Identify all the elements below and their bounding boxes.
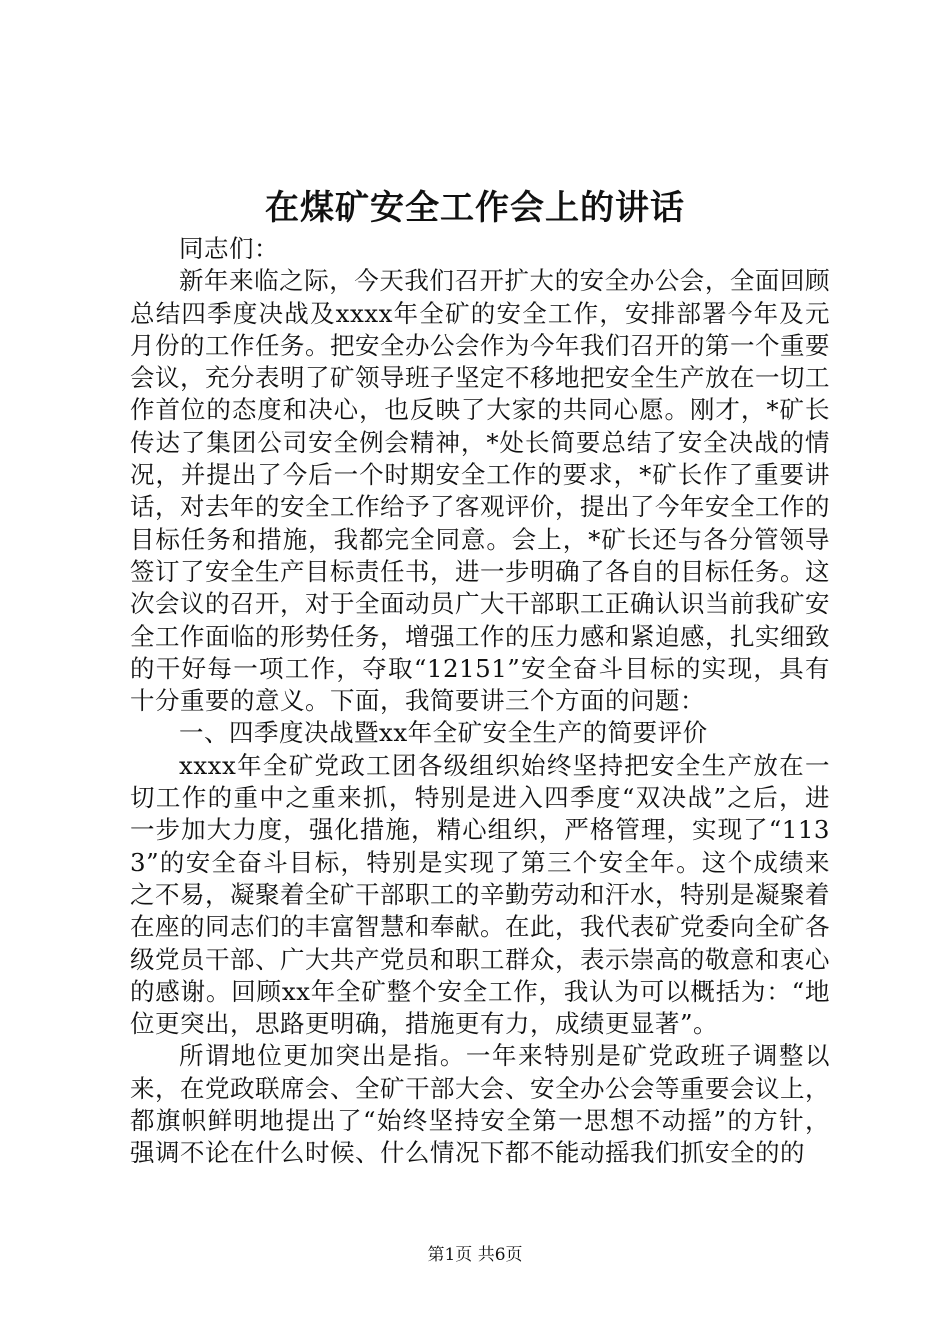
- page-footer: 第1页 共6页: [427, 1245, 523, 1265]
- section-heading: 一、四季度决战暨xx年全矿安全生产的简要评价: [179, 718, 708, 748]
- document-body: [130, 233, 830, 1170]
- intro-paragraph: 新年来临之际，今天我们召开扩大的安全办公会，全面回顾总结四季度决战及xxxx年全矿的安全工作，安排部署今年及元月份的工作任务。把安全办公会作为今年我们召开的第一个重要会议，充分表明了矿领导班子坚定不移地把安全生产放在一切工作首位的态度和决心，也反映了大家的共同心愿。刚才，*矿长传达了集团公司安全例会精神，*处长简要总结了安全决战的情况，并提出了今后一个时期安全工作的要求，*矿长作了重要讲话，对去年的安全工作给予了客观评价，提出了今年安全工作的目标任务和措施，我都完全同意。会上，*矿长还与各分管领导签订了安全生产目标责任书，进一步明确了各自的目标任务。这次会议的召开，对于全面动员广大干部职工正确认识当前我矿安全工作面临的形势任务，增强工作的压力感和紧迫感，扎实细致的干好每一项工作，夺取“12151”安全奋斗目标的实现，具有十分重要的意义。下面，我简要讲三个方面的问题：: [130, 266, 830, 716]
- review-paragraph: xxxx年全矿党政工团各级组织始终坚持把安全生产放在一切工作的重中之重来抓，特别是进入四季度“双决战”之后，进一步加大力度，强化措施，精心组织，严格管理，实现了“1133”的安全奋斗目标，特别是实现了第三个安全年。这个成绩来之不易，凝聚着全矿干部职工的辛勤劳动和汗水，特别是凝聚着在座的同志们的丰富智慧和奉献。在此，我代表矿党委向全矿各级党员干部、广大共产党员和职工群众，表示崇高的敬意和衷心的感谢。回顾xx年全矿整个安全工作，我认为可以概括为：“地位更突出，思路更明确，措施更有力，成绩更显著”。: [130, 750, 830, 1039]
- salutation-paragraph: 同志们：: [179, 234, 279, 263]
- status-paragraph: 所谓地位更加突出是指。一年来特别是矿党政班子调整以来，在党政联席会、全矿干部大会、安全办公会等重要会议上，都旗帜鲜明地提出了“始终坚持安全第一思想不动摇”的方针，强调不论在什么时候、什么情况下都不能动摇我们抓安全的的: [130, 1041, 830, 1168]
- document-title: 在煤矿安全工作会上的讲话: [265, 188, 685, 228]
